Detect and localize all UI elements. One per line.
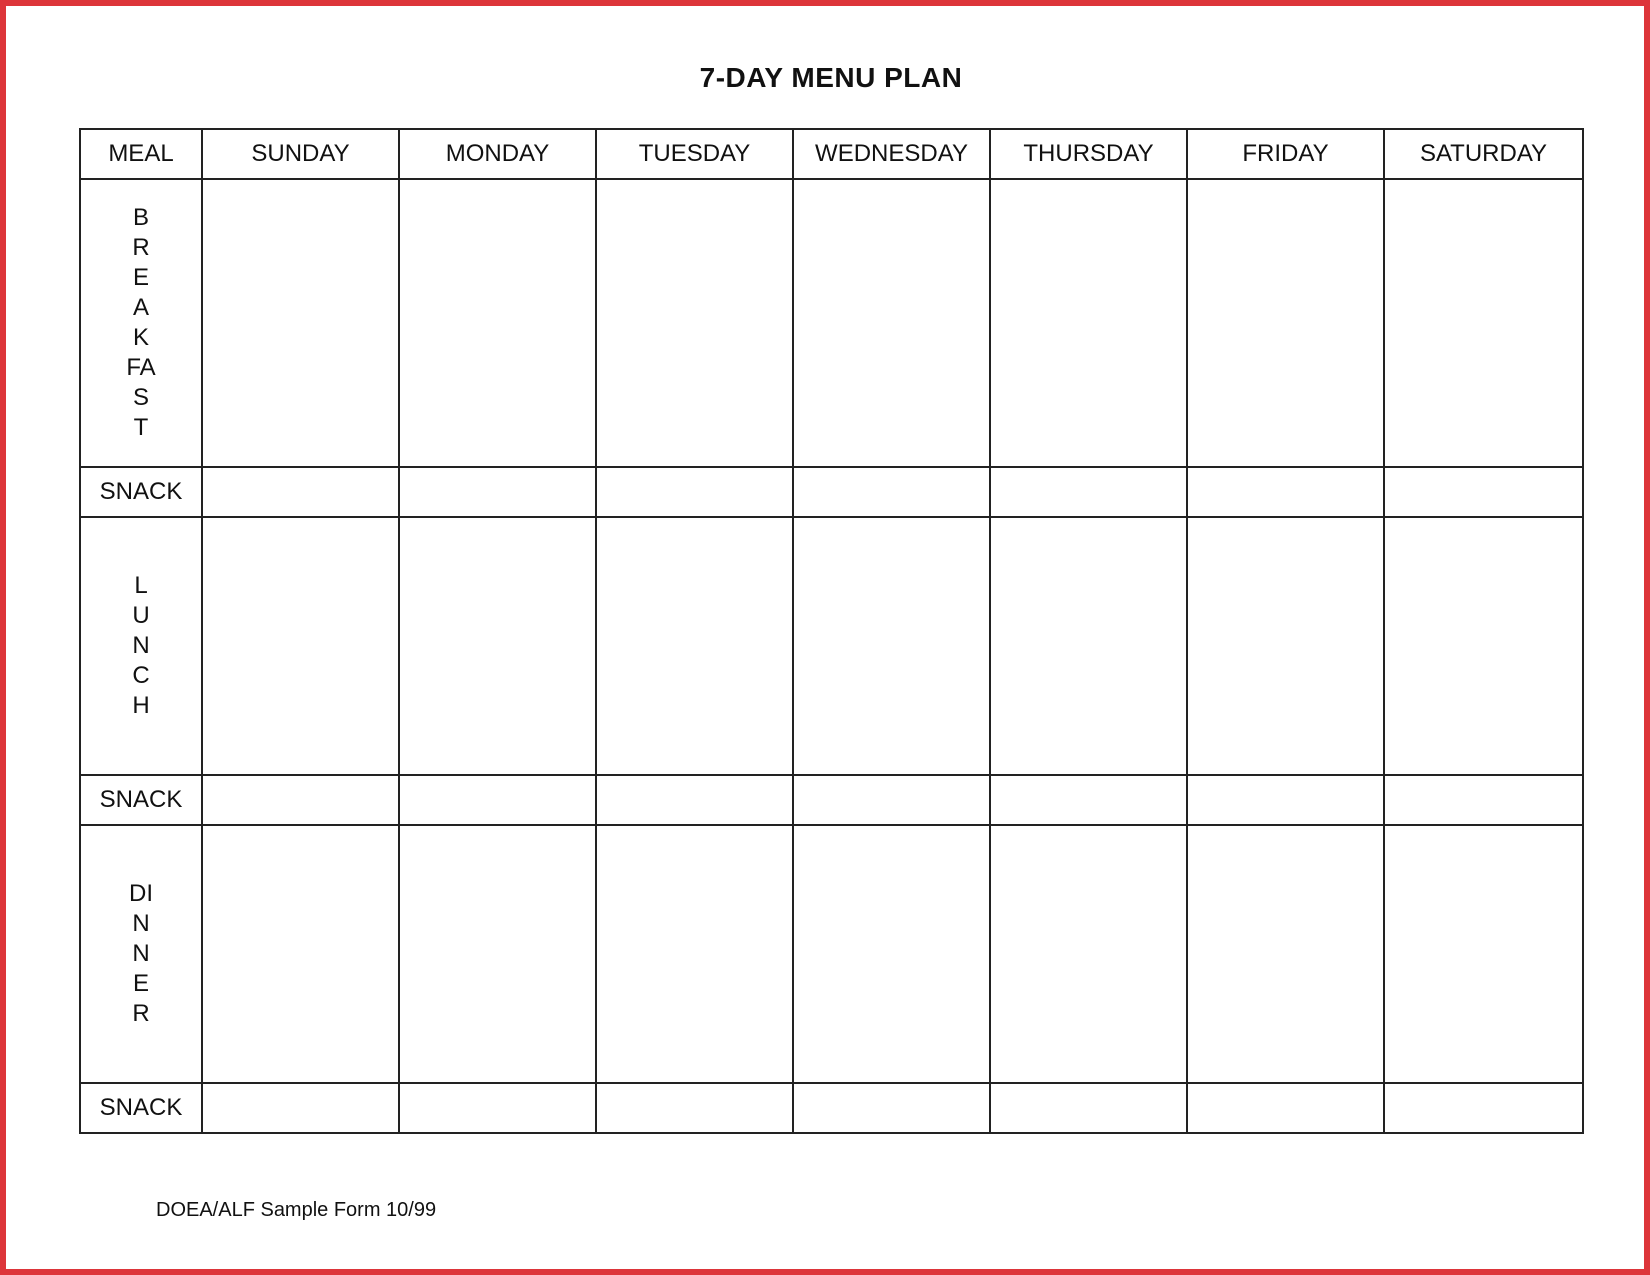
- entry-cell-snack2-wednesday[interactable]: [793, 775, 990, 825]
- entry-cell-snack2-friday[interactable]: [1187, 775, 1384, 825]
- entry-cell-dinner-tuesday[interactable]: [596, 825, 793, 1083]
- table-row-snack-3: [80, 1083, 1583, 1133]
- meal-label-lunch: LUNCH: [132, 572, 150, 719]
- entry-cell-snack3-monday[interactable]: [399, 1083, 596, 1133]
- entry-cell-snack3-wednesday[interactable]: [793, 1083, 990, 1133]
- entry-cell-snack1-monday[interactable]: [399, 467, 596, 517]
- header-meal: MEAL: [80, 129, 202, 179]
- entry-cell-lunch-thursday[interactable]: [990, 517, 1187, 775]
- entry-cell-snack1-wednesday[interactable]: [793, 467, 990, 517]
- header-sunday: SUNDAY: [202, 129, 399, 179]
- meal-label-cell: [80, 179, 202, 467]
- entry-cell-lunch-sunday[interactable]: [202, 517, 399, 775]
- table-row-lunch: [80, 517, 1583, 775]
- entry-cell-breakfast-thursday[interactable]: [990, 179, 1187, 467]
- table-row-dinner: [80, 825, 1583, 1083]
- entry-cell-snack2-sunday[interactable]: [202, 775, 399, 825]
- entry-cell-snack2-saturday[interactable]: [1384, 775, 1583, 825]
- entry-cell-dinner-sunday[interactable]: [202, 825, 399, 1083]
- entry-cell-dinner-friday[interactable]: [1187, 825, 1384, 1083]
- header-saturday: SATURDAY: [1384, 129, 1583, 179]
- meal-label-breakfast: BREAKFAST: [126, 204, 156, 441]
- entry-cell-dinner-monday[interactable]: [399, 825, 596, 1083]
- entry-cell-snack3-tuesday[interactable]: [596, 1083, 793, 1133]
- header-wednesday: WEDNESDAY: [793, 129, 990, 179]
- table-row-breakfast: [80, 179, 1583, 467]
- meal-label-snack-1: SNACK: [80, 467, 202, 517]
- table-row-snack-1: [80, 467, 1583, 517]
- meal-label-snack-3: SNACK: [80, 1083, 202, 1133]
- entry-cell-breakfast-friday[interactable]: [1187, 179, 1384, 467]
- meal-label-cell: [80, 517, 202, 775]
- entry-cell-lunch-friday[interactable]: [1187, 517, 1384, 775]
- entry-cell-breakfast-monday[interactable]: [399, 179, 596, 467]
- menu-plan-table: [79, 128, 1584, 1134]
- header-row: [80, 129, 1583, 179]
- entry-cell-snack1-tuesday[interactable]: [596, 467, 793, 517]
- entry-cell-snack1-thursday[interactable]: [990, 467, 1187, 517]
- meal-label-cell: [80, 825, 202, 1083]
- meal-label-dinner: DINNER: [129, 880, 153, 1027]
- entry-cell-dinner-saturday[interactable]: [1384, 825, 1583, 1083]
- entry-cell-snack1-friday[interactable]: [1187, 467, 1384, 517]
- table-row-snack-2: [80, 775, 1583, 825]
- entry-cell-snack1-sunday[interactable]: [202, 467, 399, 517]
- entry-cell-snack3-saturday[interactable]: [1384, 1083, 1583, 1133]
- entry-cell-breakfast-wednesday[interactable]: [793, 179, 990, 467]
- entry-cell-snack3-thursday[interactable]: [990, 1083, 1187, 1133]
- entry-cell-snack3-sunday[interactable]: [202, 1083, 399, 1133]
- header-friday: FRIDAY: [1187, 129, 1384, 179]
- entry-cell-lunch-monday[interactable]: [399, 517, 596, 775]
- form-footer: DOEA/ALF Sample Form 10/99: [156, 1199, 437, 1221]
- header-thursday: THURSDAY: [990, 129, 1187, 179]
- meal-label-snack-2: SNACK: [80, 775, 202, 825]
- entry-cell-breakfast-tuesday[interactable]: [596, 179, 793, 467]
- page-title: 7-DAY MENU PLAN: [699, 62, 963, 93]
- entry-cell-lunch-tuesday[interactable]: [596, 517, 793, 775]
- entry-cell-lunch-wednesday[interactable]: [793, 517, 990, 775]
- entry-cell-snack2-tuesday[interactable]: [596, 775, 793, 825]
- header-monday: MONDAY: [399, 129, 596, 179]
- entry-cell-breakfast-sunday[interactable]: [202, 179, 399, 467]
- entry-cell-snack1-saturday[interactable]: [1384, 467, 1583, 517]
- entry-cell-dinner-thursday[interactable]: [990, 825, 1187, 1083]
- entry-cell-lunch-saturday[interactable]: [1384, 517, 1583, 775]
- entry-cell-breakfast-saturday[interactable]: [1384, 179, 1583, 467]
- entry-cell-snack2-thursday[interactable]: [990, 775, 1187, 825]
- entry-cell-snack2-monday[interactable]: [399, 775, 596, 825]
- entry-cell-snack3-friday[interactable]: [1187, 1083, 1384, 1133]
- header-tuesday: TUESDAY: [596, 129, 793, 179]
- entry-cell-dinner-wednesday[interactable]: [793, 825, 990, 1083]
